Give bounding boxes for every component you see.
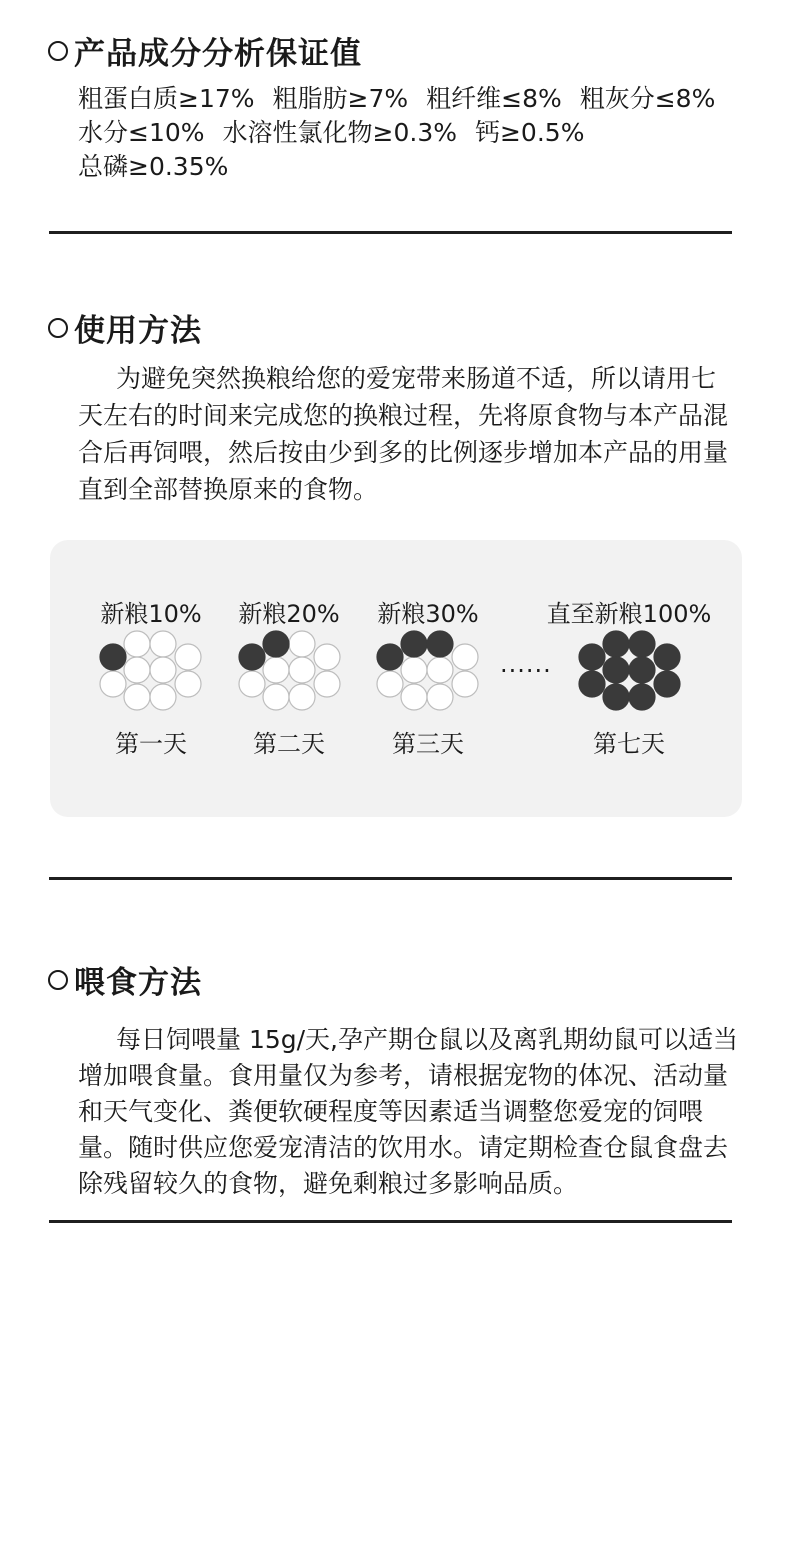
old-food-pellet <box>175 671 201 697</box>
old-food-pellet <box>452 671 478 697</box>
old-food-pellet <box>124 631 150 657</box>
usage-title-text: 使用方法 <box>74 313 202 349</box>
new-food-pellet <box>579 671 605 697</box>
stage-label: 新粮30% <box>377 600 479 628</box>
new-food-pellet <box>603 631 629 657</box>
food-ratio-grid <box>579 630 681 712</box>
spec-crude-ash: 粗灰分≤8% <box>579 84 716 113</box>
old-food-pellet <box>150 657 176 683</box>
old-food-pellet <box>263 657 289 683</box>
food-ratio-grid <box>100 630 202 712</box>
food-ratio-grid <box>377 630 479 712</box>
old-food-pellet <box>124 657 150 683</box>
feeding-section-title <box>48 957 202 1002</box>
stage-label: 直至新粮100% <box>546 600 712 628</box>
spec-crude-protein: 粗蛋白质≥17% <box>78 84 255 113</box>
old-food-pellet <box>314 671 340 697</box>
old-food-pellet <box>314 644 340 670</box>
old-food-pellet <box>289 657 315 683</box>
new-food-pellet <box>401 631 427 657</box>
usage-section-title <box>48 305 202 350</box>
stage-label: 新粮10% <box>100 600 202 628</box>
new-food-pellet <box>427 631 453 657</box>
old-food-pellet <box>377 671 403 697</box>
day-label: 第二天 <box>253 730 325 758</box>
old-food-pellet <box>239 671 265 697</box>
new-food-pellet <box>654 671 680 697</box>
old-food-pellet <box>150 631 176 657</box>
new-food-pellet <box>100 644 126 670</box>
food-ratio-grid <box>239 630 341 712</box>
analysis-section-title <box>48 28 362 73</box>
day-label: 第七天 <box>593 730 665 758</box>
new-food-pellet <box>603 657 629 683</box>
spec-row <box>78 150 738 184</box>
new-food-pellet <box>603 684 629 710</box>
spec-crude-fat: 粗脂肪≥7% <box>272 84 409 113</box>
feeding-paragraph: 每日饲喂量 15g/天,孕产期仓鼠以及离乳期幼鼠可以适当增加喂食量。食用量仅为参考，请根据宠物的体况、活动量和天气变化、粪便软硬程度等因素适当调整您爱宠的饲喂量。随时供应您爱宠清洁的饮用水。请定期检查仓鼠食盘去除残留较久的食物，避免剩粮过多影响品质。 <box>78 1025 738 1198</box>
new-food-pellet <box>629 657 655 683</box>
ellipsis-text: ...... <box>500 650 552 678</box>
old-food-pellet <box>427 684 453 710</box>
spec-row <box>78 82 738 116</box>
old-food-pellet <box>452 644 478 670</box>
section-divider <box>49 231 732 234</box>
stage-label: 新粮20% <box>238 600 340 628</box>
circle-bullet-icon <box>48 318 68 338</box>
new-food-pellet <box>377 644 403 670</box>
old-food-pellet <box>263 684 289 710</box>
new-food-pellet <box>263 631 289 657</box>
spec-crude-fiber: 粗纤维≤8% <box>426 84 562 113</box>
day-label: 第三天 <box>392 730 464 758</box>
old-food-pellet <box>401 657 427 683</box>
spec-chloride: 水溶性氯化物≥0.3% <box>222 118 457 147</box>
old-food-pellet <box>401 684 427 710</box>
new-food-pellet <box>629 684 655 710</box>
old-food-pellet <box>427 657 453 683</box>
spec-row <box>78 116 738 150</box>
section-divider <box>49 1220 732 1223</box>
spec-calcium: 钙≥0.5% <box>474 118 585 147</box>
old-food-pellet <box>150 684 176 710</box>
analysis-spec-list <box>78 82 738 184</box>
circle-bullet-icon <box>48 41 68 61</box>
new-food-pellet <box>654 644 680 670</box>
new-food-pellet <box>579 644 605 670</box>
new-food-pellet <box>239 644 265 670</box>
old-food-pellet <box>175 644 201 670</box>
old-food-pellet <box>124 684 150 710</box>
circle-bullet-icon <box>48 970 68 990</box>
new-food-pellet <box>629 631 655 657</box>
feeding-title-text: 喂食方法 <box>74 965 202 1001</box>
section-divider <box>49 877 732 880</box>
old-food-pellet <box>289 631 315 657</box>
usage-paragraph: 为避免突然换粮给您的爱宠带来肠道不适，所以请用七天左右的时间来完成您的换粮过程，先将原食物与本产品混合后再饲喂，然后按由少到多的比例逐步增加本产品的用量直到全部替换原来的食物。 <box>78 364 729 504</box>
analysis-title-text: 产品成分分析保证值 <box>74 36 362 72</box>
spec-phosphorus: 总磷≥0.35% <box>78 152 229 181</box>
old-food-pellet <box>289 684 315 710</box>
old-food-pellet <box>100 671 126 697</box>
day-label: 第一天 <box>115 730 187 758</box>
spec-moisture: 水分≤10% <box>78 118 205 147</box>
